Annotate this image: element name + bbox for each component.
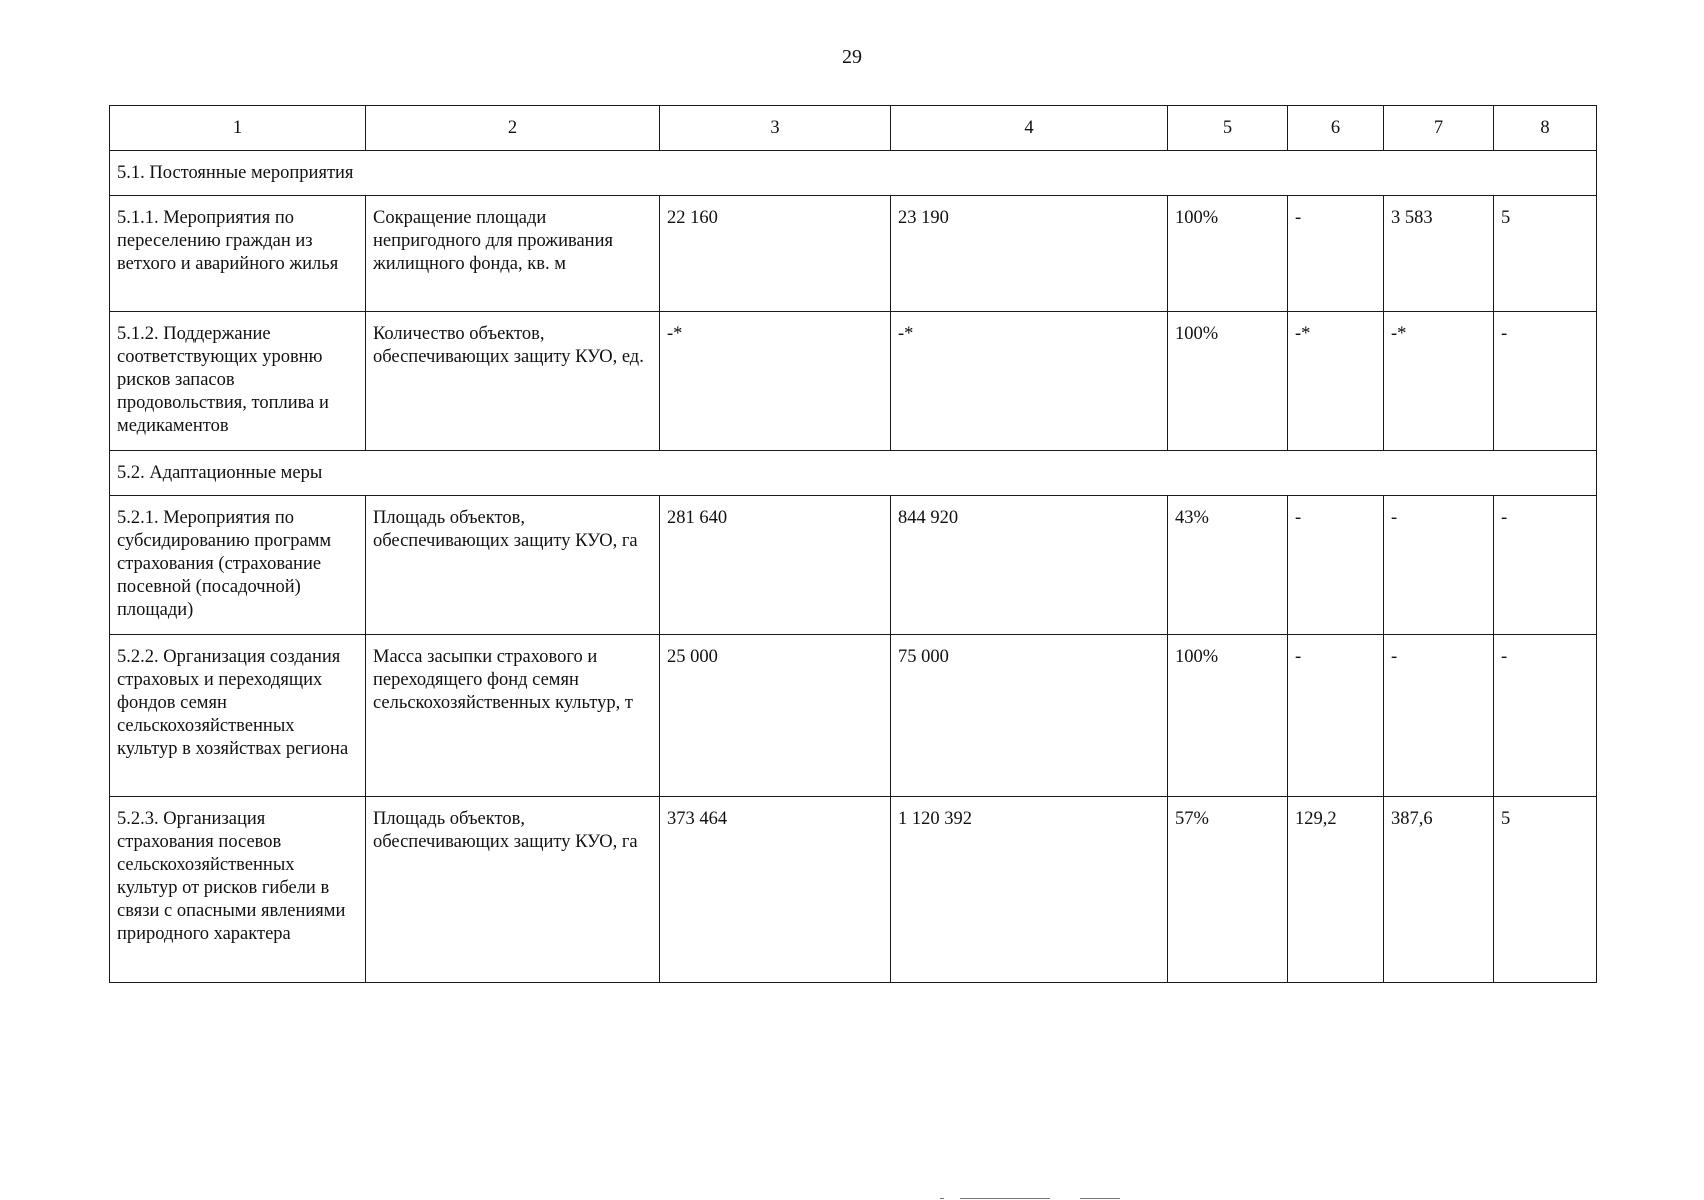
table-row [110, 797, 1597, 983]
table-cell: 844 920 [891, 496, 1168, 635]
table-cell: 5.1.2. Поддержание соответствующих уровню рисков запасов продовольствия, топлива и медикаментов [110, 312, 366, 451]
table-cell: 100% [1168, 312, 1288, 451]
indicator-table [109, 105, 1597, 983]
table-cell: 43% [1168, 496, 1288, 635]
header-cell: 5 [1168, 106, 1288, 151]
table-cell: 5 [1494, 196, 1597, 312]
header-cell: 1 [110, 106, 366, 151]
table-cell: 5.2.3. Организация страхования посевов сельскохозяйственных культур от рисков гибели в связи с опасными явлениями природного характера [110, 797, 366, 983]
table-cell: 5.2.1. Мероприятия по субсидированию программ страхования (страхование посевной (посадочной) площади) [110, 496, 366, 635]
table-cell: Сокращение площади непригодного для проживания жилищного фонда, кв. м [366, 196, 660, 312]
table-row [110, 312, 1597, 451]
table-cell: 25 000 [660, 635, 891, 797]
scan-artifact [1080, 1198, 1120, 1199]
table-cell: -* [891, 312, 1168, 451]
table-cell: - [1288, 496, 1384, 635]
header-row [110, 106, 1597, 151]
header-cell: 8 [1494, 106, 1597, 151]
table-cell: - [1494, 496, 1597, 635]
table-cell: 23 190 [891, 196, 1168, 312]
table-row [110, 635, 1597, 797]
table-cell: - [1494, 635, 1597, 797]
section-row [110, 451, 1597, 496]
table-cell: 373 464 [660, 797, 891, 983]
table-cell: 387,6 [1384, 797, 1494, 983]
table-cell: -* [1288, 312, 1384, 451]
header-cell: 3 [660, 106, 891, 151]
table-cell: -* [1384, 312, 1494, 451]
table-cell: 5.1.1. Мероприятия по переселению граждан из ветхого и аварийного жилья [110, 196, 366, 312]
section-row [110, 151, 1597, 196]
table-cell: - [1288, 196, 1384, 312]
table-cell: 100% [1168, 635, 1288, 797]
header-cell: 2 [366, 106, 660, 151]
table-cell: - [1384, 635, 1494, 797]
table-cell: 5 [1494, 797, 1597, 983]
page-number: 29 [842, 46, 862, 68]
table-cell: 5.2.2. Организация создания страховых и переходящих фондов семян сельскохозяйственных культур в хозяйствах региона [110, 635, 366, 797]
header-cell: 6 [1288, 106, 1384, 151]
header-cell: 7 [1384, 106, 1494, 151]
table-cell: 281 640 [660, 496, 891, 635]
table-row [110, 496, 1597, 635]
table-cell: 1 120 392 [891, 797, 1168, 983]
table-cell: 75 000 [891, 635, 1168, 797]
table-cell: - [1288, 635, 1384, 797]
section-title: 5.2. Адаптационные меры [110, 451, 1597, 496]
table-row [110, 196, 1597, 312]
header-cell: 4 [891, 106, 1168, 151]
table-cell: 100% [1168, 196, 1288, 312]
table-cell: Площадь объектов, обеспечивающих защиту КУО, га [366, 797, 660, 983]
table-cell: Масса засыпки страхового и переходящего фонд семян сельскохозяйственных культур, т [366, 635, 660, 797]
table-cell: 3 583 [1384, 196, 1494, 312]
scan-artifact [940, 1198, 944, 1199]
table-cell: Количество объектов, обеспечивающих защиту КУО, ед. [366, 312, 660, 451]
table-cell: 129,2 [1288, 797, 1384, 983]
section-title: 5.1. Постоянные мероприятия [110, 151, 1597, 196]
table-cell: - [1384, 496, 1494, 635]
table-cell: - [1494, 312, 1597, 451]
table-cell: 22 160 [660, 196, 891, 312]
table-cell: 57% [1168, 797, 1288, 983]
table-cell: Площадь объектов, обеспечивающих защиту КУО, га [366, 496, 660, 635]
scan-artifact [960, 1198, 1050, 1199]
table-cell: -* [660, 312, 891, 451]
